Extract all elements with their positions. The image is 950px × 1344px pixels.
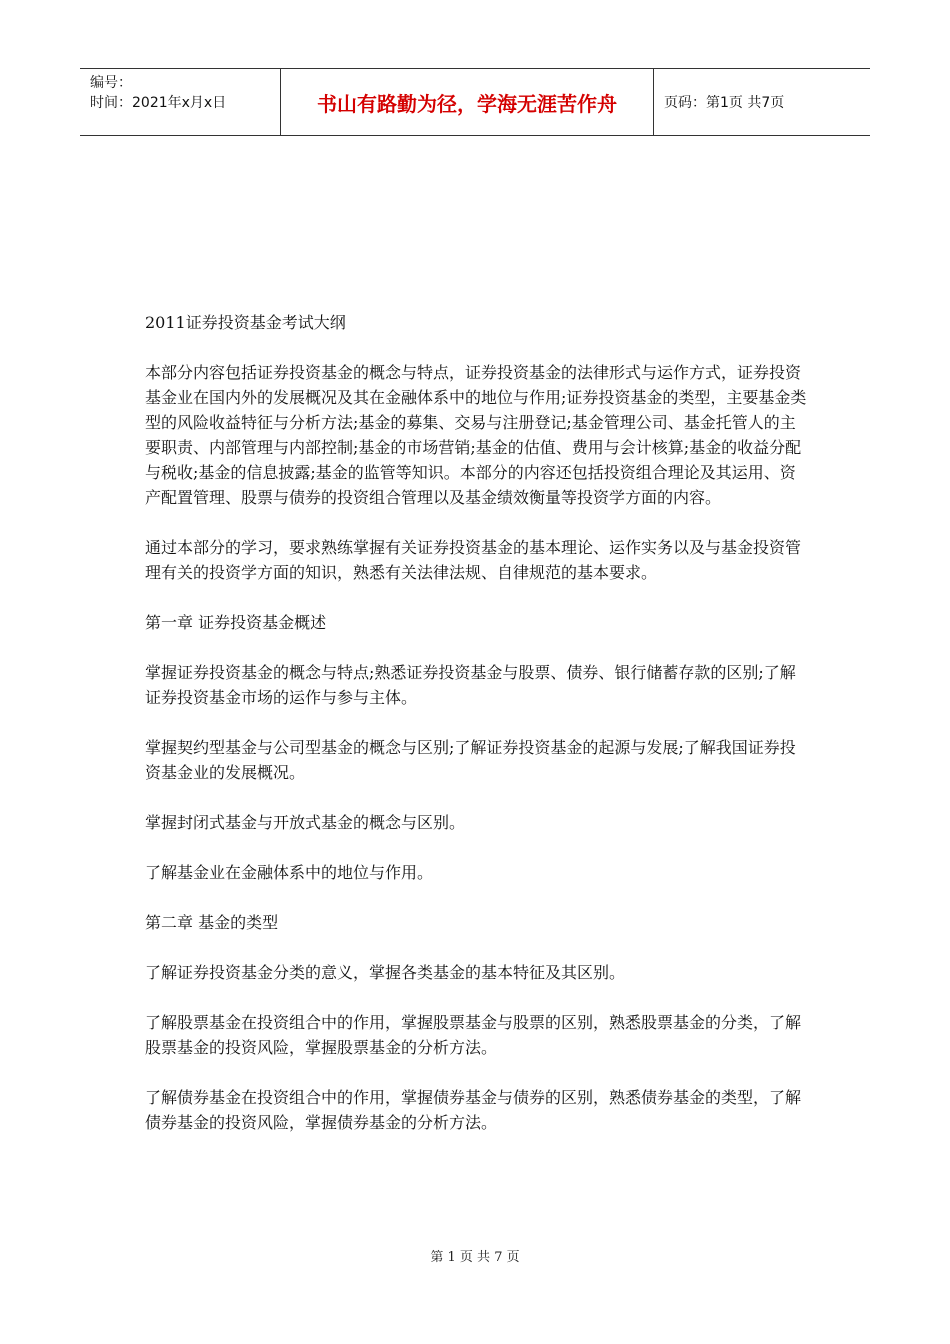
chapter1-heading: 第一章 证券投资基金概述 xyxy=(145,613,327,632)
chapter1-item: 了解基金业在金融体系中的地位与作用。 xyxy=(145,863,434,882)
header-motto: 书山有路勤为径，学海无涯苦作舟 xyxy=(281,69,654,135)
chapter2-item: 了解股票基金在投资组合中的作用，掌握股票基金与股票的区别，熟悉股票基金的分类，了解股票基金的投资风险，掌握股票基金的分析方法。 xyxy=(145,1013,802,1057)
chapter2-item: 了解证券投资基金分类的意义，掌握各类基金的基本特征及其区别。 xyxy=(145,963,626,982)
header-page-info: 页码：第1页 共7页 xyxy=(664,95,785,111)
intro-paragraph: 本部分内容包括证券投资基金的概念与特点，证券投资基金的法律形式与运作方式，证券投资基金业在国内外的发展概况及其在金融体系中的地位与作用;证券投资基金的类型，主要基金类型的风险收益特征与分析方法;基金的募集、交易与注册登记;基金管理公司、基金托管人的主要职责、内部管理与内部控制;基金的市场营销;基金的估值、费用与会计核算;基金的收益分配与税收;基金的信息披露;基金的监管等知识。本部分的内容还包括投资组合理论及其运用、资产配置管理、股票与债券的投资组合管理以及基金绩效衡量等投资学方面的内容。 xyxy=(145,363,807,507)
chapter1-item: 掌握契约型基金与公司型基金的概念与区别;了解证券投资基金的起源与发展;了解我国证券投资基金业的发展概况。 xyxy=(145,738,796,782)
requirement-paragraph: 通过本部分的学习，要求熟练掌握有关证券投资基金的基本理论、运作实务以及与基金投资管理有关的投资学方面的知识，熟悉有关法律法规、自律规范的基本要求。 xyxy=(145,538,802,582)
page-footer: 第 1 页 共 7 页 xyxy=(430,1250,520,1265)
document-body xyxy=(145,310,810,1160)
chapter2-item: 了解债券基金在投资组合中的作用，掌握债券基金与债券的区别，熟悉债券基金的类型，了解债券基金的投资风险，掌握债券基金的分析方法。 xyxy=(145,1088,802,1132)
number-label: 编号： xyxy=(90,75,132,91)
page-header xyxy=(80,68,870,136)
header-meta xyxy=(80,69,281,135)
chapter2-heading: 第二章 基金的类型 xyxy=(145,913,279,932)
date-label: 时间：2021年x月x日 xyxy=(90,95,227,111)
chapter1-item: 掌握证券投资基金的概念与特点;熟悉证券投资基金与股票、债券、银行储蓄存款的区别;了解证券投资基金市场的运作与参与主体。 xyxy=(145,663,796,707)
document-title: 2011证券投资基金考试大纲 xyxy=(145,313,346,332)
chapter1-item: 掌握封闭式基金与开放式基金的概念与区别。 xyxy=(145,813,466,832)
